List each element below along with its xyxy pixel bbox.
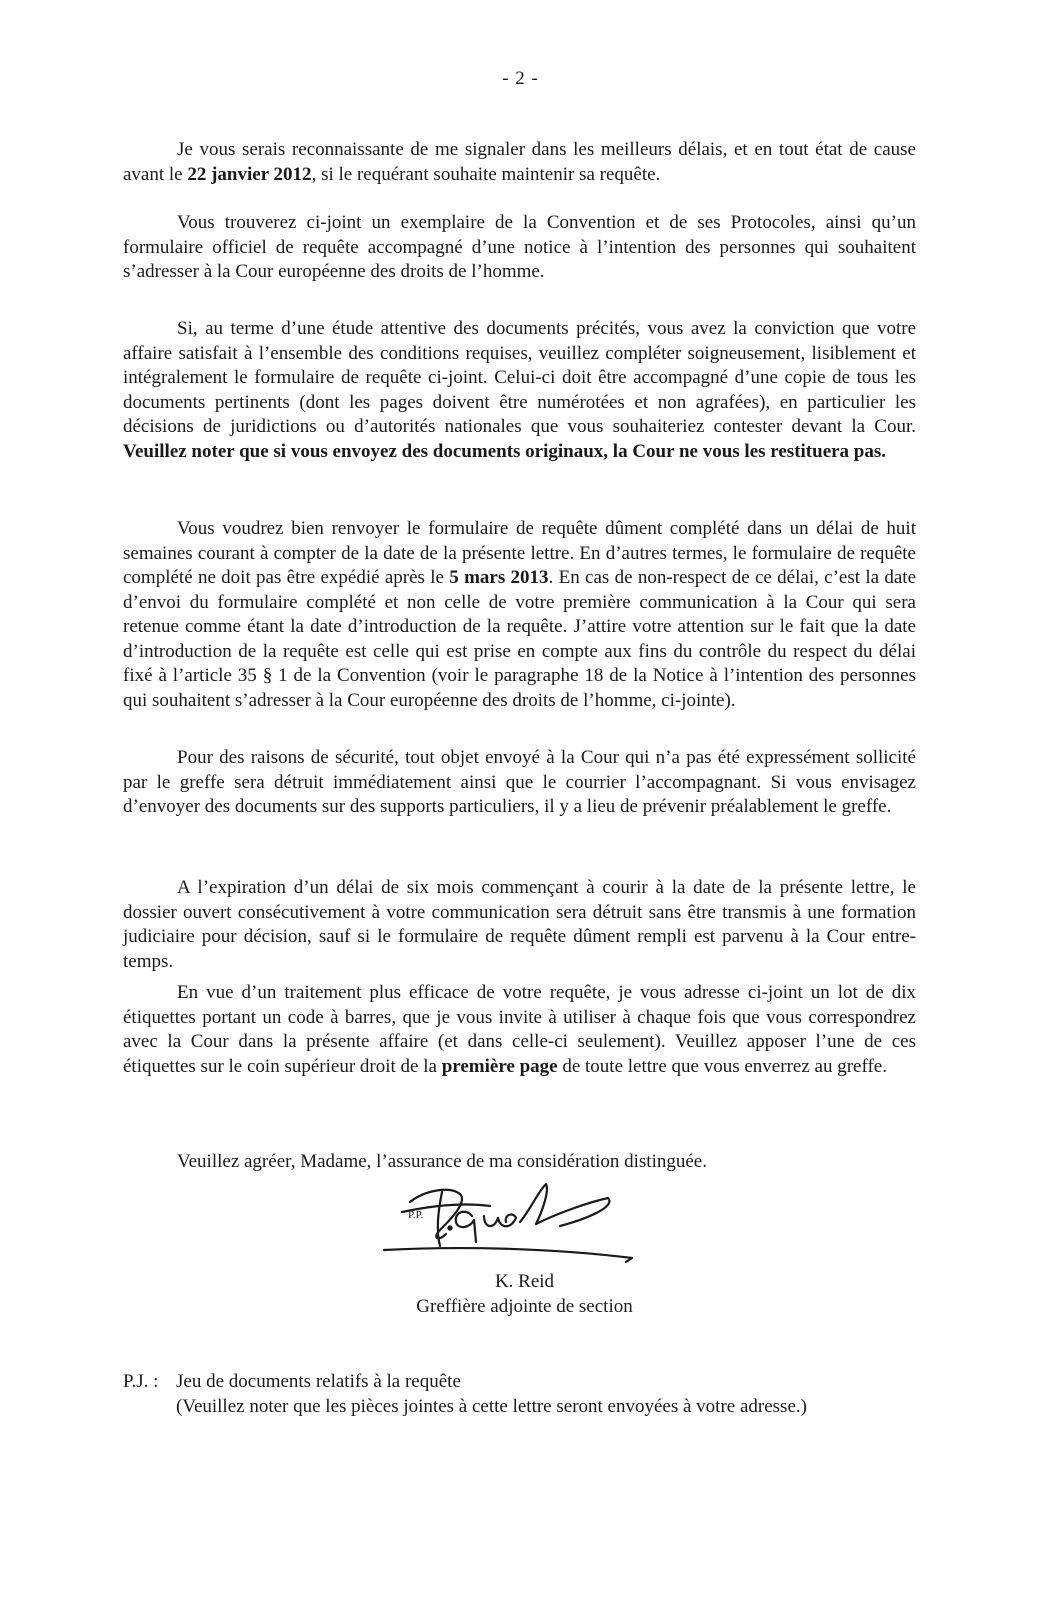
- paragraph-enclosed-convention: Vous trouverez ci-joint un exemplaire de la Convention et de ses Protocoles, ainsi qu’un formulaire officiel de requête accompagné d’une notice à l’intention des personnes qui souhaitent s’adresser à la Cour européenne des droits de l’homme.: [123, 212, 916, 282]
- paragraph-text: Je vous serais reconnaissante de me signaler dans les meilleurs délais, et en tout état de cause avant le: [123, 139, 916, 185]
- first-page-emphasis: première page: [441, 1055, 558, 1077]
- deadline-date: 22 janvier 2012: [187, 163, 312, 185]
- page-number: - 2 -: [502, 68, 539, 89]
- attachments-label: P.J. :: [123, 1371, 159, 1392]
- signer-name: K. Reid: [494, 1271, 555, 1292]
- paragraph-security: Pour des raisons de sécurité, tout objet envoyé à la Cour qui n’a pas été expressément sollicité par le greffe sera détruit immédiatement ainsi que le courrier l’accompagnant. Si vous envisagez d’envoyer des documents sur des supports particuliers, il y a lieu de prévenir préalablement le greffe.: [123, 747, 916, 817]
- closing-salutation: Veuillez agréer, Madame, l’assurance de ma considération distinguée.: [177, 1151, 707, 1172]
- originals-warning: Veuillez noter que si vous envoyez des documents originaux, la Cour ne vous les restituera pas.: [123, 440, 887, 462]
- submission-date: 5 mars 2013: [449, 567, 549, 588]
- paragraph-text: Si, au terme d’une étude attentive des documents précités, vous avez la conviction que votre affaire satisfait à l’ensemble des conditions requises, veuillez compléter soigneusement, lisiblement et intégralement le formulaire de requête ci-joint. Celui-ci doit être accompagné d’une copie de tous les documents pertinents (dont les pages doivent être numérotées et non agrafées), en particulier les décisions de juridictions ou d’autorités nationales que vous souhaiteriez contester devant la Cour.: [123, 318, 916, 437]
- paragraph-text: de toute lettre que vous enverrez au greffe.: [557, 1055, 887, 1077]
- paragraph-barcode-labels: [123, 981, 916, 1079]
- signature-image: [380, 1172, 650, 1272]
- paragraph-file-destruction: A l’expiration d’un délai de six mois commençant à courir à la date de la présente lettre, le dossier ouvert consécutivement à votre communication sera détruit sans être transmis à une formation judiciaire pour décision, sauf si le formulaire de requête dûment rempli est parvenu à la Cour entre-temps.: [123, 877, 916, 972]
- paragraph-text: , si le requérant souhaite maintenir sa requête.: [311, 163, 661, 185]
- paragraph-text: . En cas de non-respect de ce délai, c’est la date d’envoi du formulaire complété et non celle de votre première communication à la Cour qui sera retenue comme étant la date d’introduction de la requête. J’attire votre attention sur le fait que la date d’introduction de la requête est celle qui est prise en compte aux fins du contrôle du respect du délai fixé à l’article 35 § 1 de la Convention (voir le paragraphe 18 de la Notice à l’intention des personnes qui souhaitent s’adresser à la Cour européenne des droits de l’homme, ci-jointe).: [123, 567, 916, 711]
- attachments-note: (Veuillez noter que les pièces jointes à cette lettre seront envoyées à votre adresse.): [176, 1396, 807, 1417]
- pp-mark: P.P.: [408, 1209, 424, 1221]
- paragraph-text: Vous voudrez bien renvoyer le formulaire de requête dûment complété dans un délai de huit semaines courant à compter de la date de la présente lettre. En d’autres termes, le formulaire de requête complété ne doit pas être expédié après le: [123, 518, 916, 588]
- paragraph-application-form: [123, 317, 916, 464]
- paragraph-submission-deadline: [123, 517, 916, 713]
- paragraph-text: En vue d’un traitement plus efficace de votre requête, je vous adresse ci-joint un lot de dix étiquettes portant un code à barres, que je vous invite à utiliser à chaque fois que vous correspondrez avec la Cour dans la présente affaire (et dans celle-ci seulement). Veuillez apposer l’une de ces étiquettes sur le coin supérieur droit de la: [123, 982, 916, 1077]
- attachments-line: Jeu de documents relatifs à la requête: [176, 1371, 461, 1392]
- paragraph-deadline-confirmation: [123, 138, 916, 187]
- signer-title: Greffière adjointe de section: [416, 1296, 633, 1317]
